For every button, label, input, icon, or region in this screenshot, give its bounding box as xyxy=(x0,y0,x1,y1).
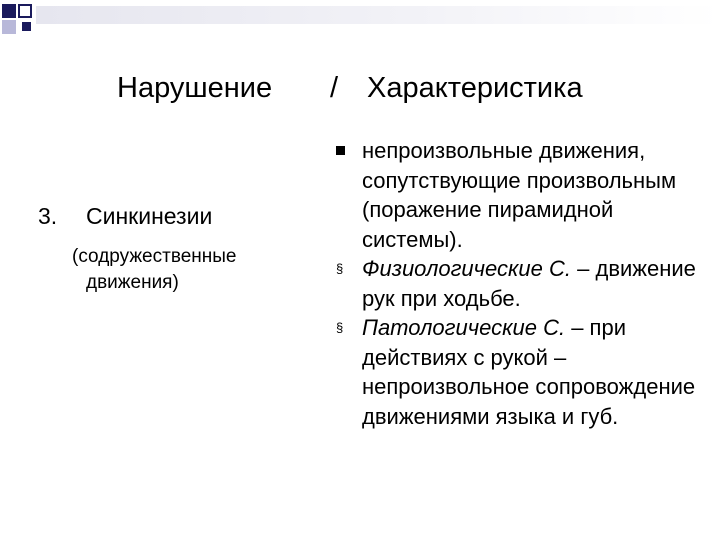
corner-square-dark xyxy=(2,4,16,18)
section-sign-bullet-icon: § xyxy=(336,320,344,335)
heading-separator: / xyxy=(330,72,339,104)
bullet-item-physiological xyxy=(336,254,706,313)
bullet-italic-lead: Патологические С. xyxy=(362,315,566,340)
item-subtitle-line2: движения) xyxy=(86,272,179,293)
corner-square-light xyxy=(2,20,16,34)
bullet-item-general xyxy=(336,136,706,254)
bullet-italic-lead: Физиологические С. xyxy=(362,256,572,281)
header-gradient-bar xyxy=(36,6,720,24)
heading-characteristic: Характеристика xyxy=(367,72,583,104)
corner-square-small-dark xyxy=(22,22,31,31)
item-subtitle-line1: (содружественные xyxy=(72,246,237,267)
bullet-text: – при действиях с рукой – непроизвольное сопровождение движениями языка и губ. xyxy=(362,315,696,429)
characteristics-list xyxy=(336,136,706,431)
filled-square-bullet-icon xyxy=(336,146,345,155)
item-number: 3. xyxy=(38,203,58,229)
bullet-text: непроизвольные движения, сопутствующие произвольным (поражение пирамидной системы). xyxy=(362,138,677,252)
section-sign-bullet-icon: § xyxy=(336,261,344,276)
corner-square-outline xyxy=(18,4,32,18)
bullet-text: – движение рук при ходьбе. xyxy=(362,256,696,311)
bullet-item-pathological xyxy=(336,313,706,431)
item-title: Синкинезии xyxy=(86,203,213,229)
heading-violation: Нарушение xyxy=(117,72,273,104)
